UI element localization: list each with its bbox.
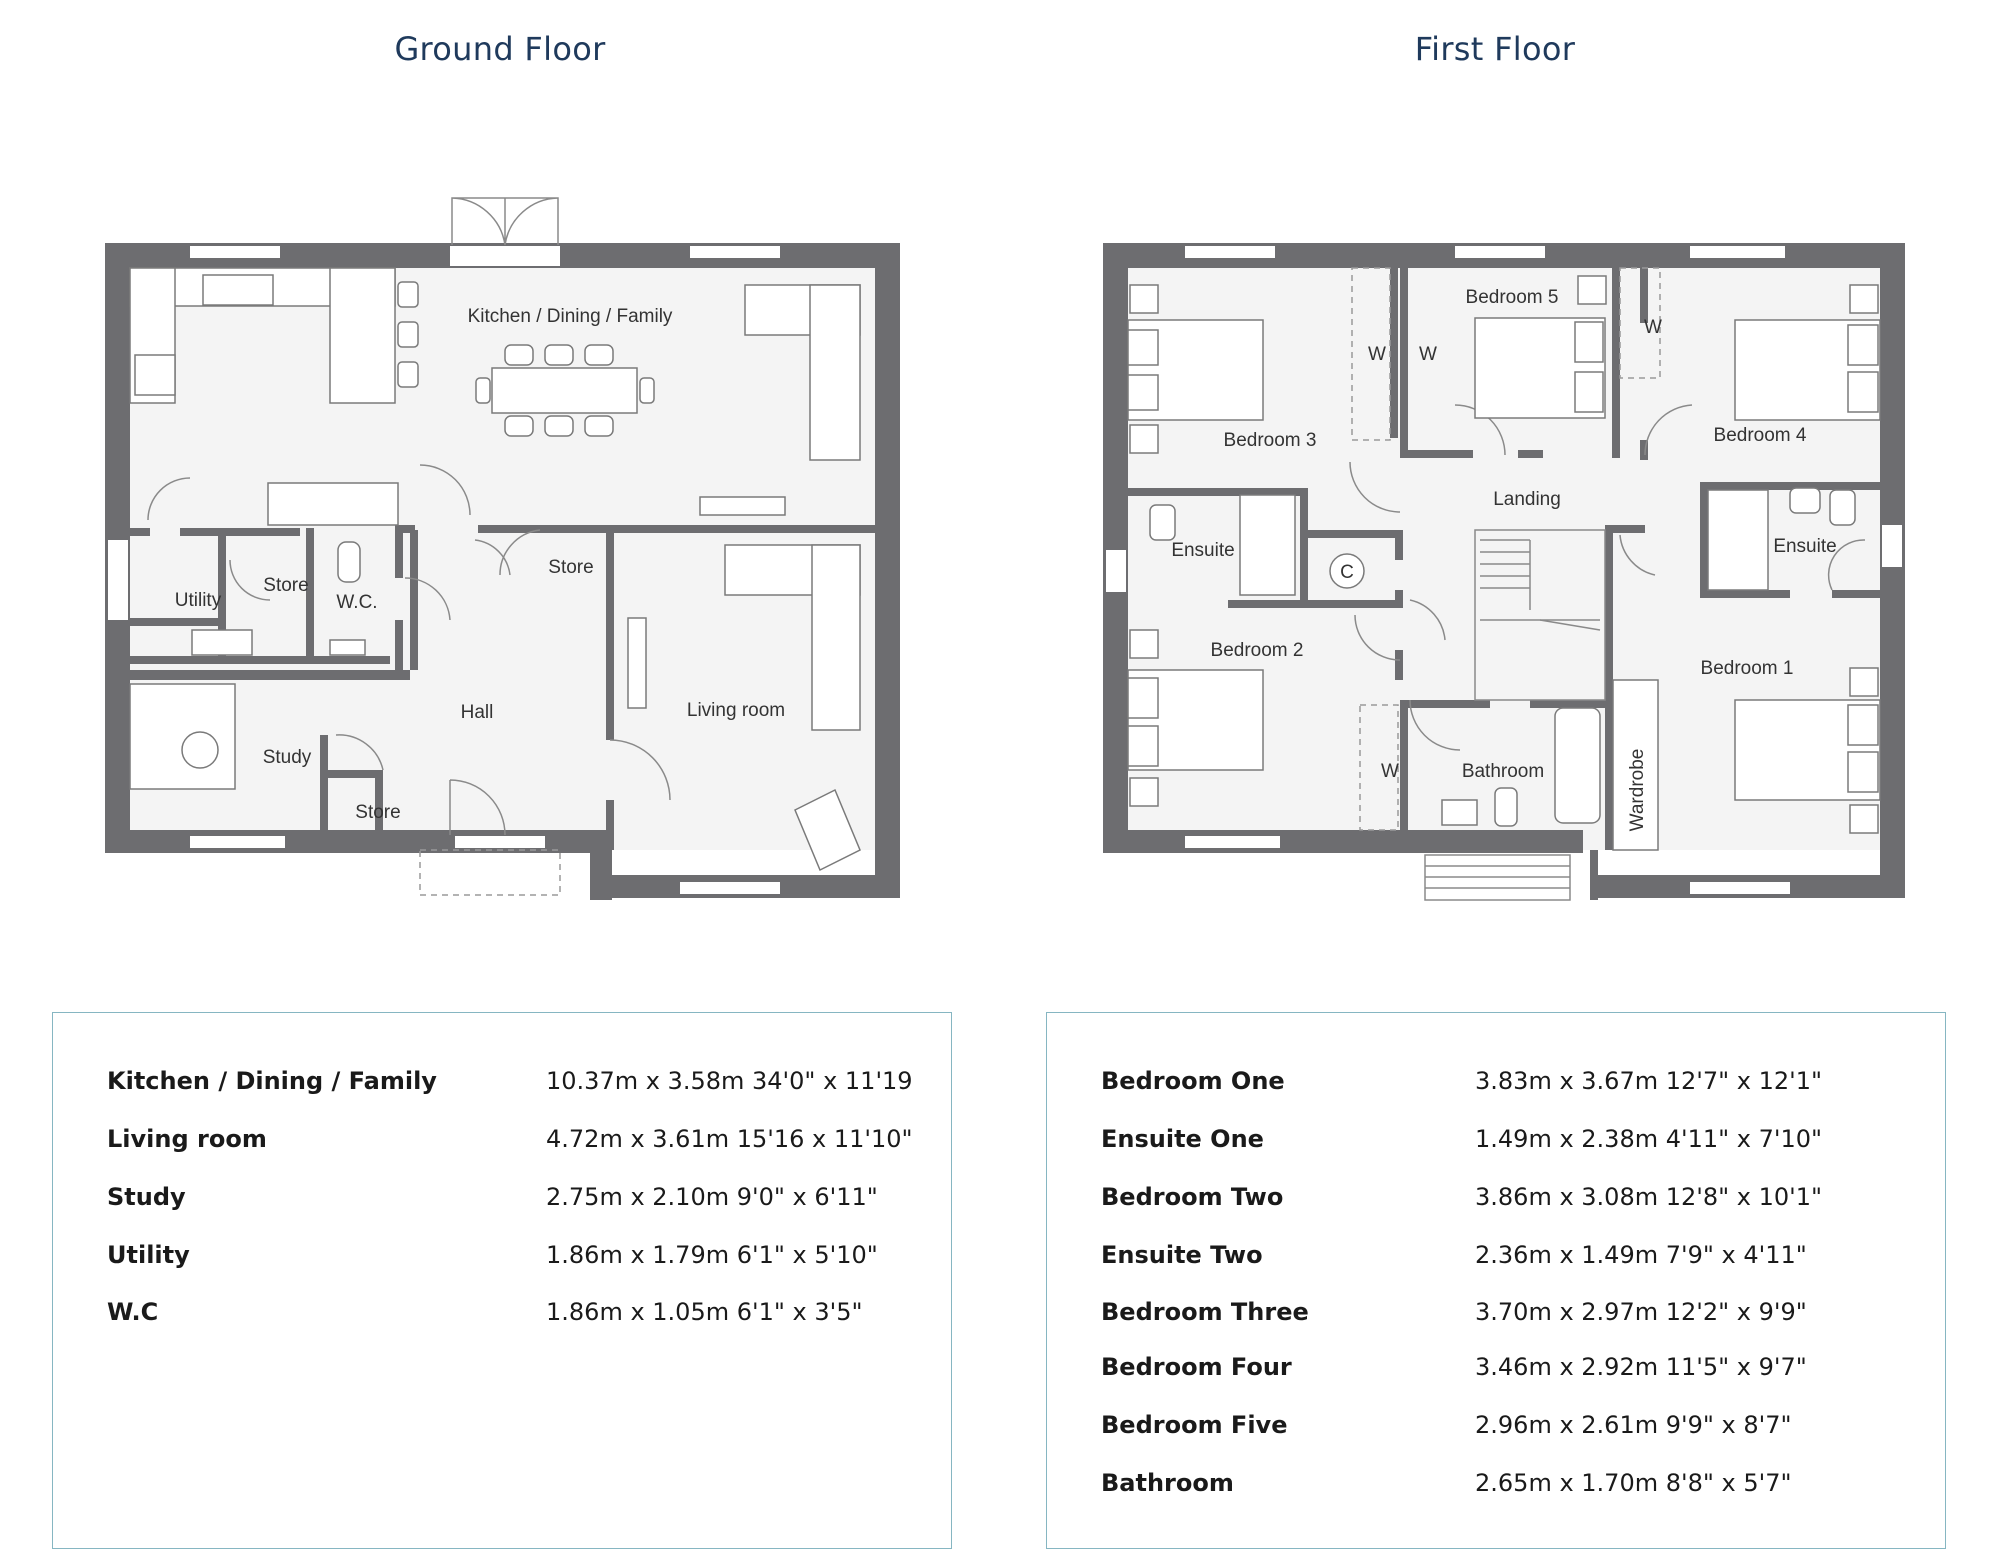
room-dims: 4.72m x 3.61m 15'16 x 11'10" (546, 1125, 913, 1153)
label-kitchen: Kitchen / Dining / Family (467, 306, 673, 327)
room-name: W.C (107, 1298, 159, 1326)
label-ensuite-left: Ensuite (1171, 540, 1235, 561)
label-bathroom: Bathroom (1461, 761, 1545, 782)
label-bedroom2: Bedroom 2 (1210, 640, 1304, 661)
room-dims: 2.96m x 2.61m 9'9" x 8'7" (1475, 1411, 1792, 1439)
label-hall: Hall (460, 702, 494, 723)
label-store-hall: Store (548, 557, 594, 578)
ground-floor-title: Ground Floor (394, 30, 606, 68)
room-dims: 2.65m x 1.70m 8'8" x 5'7" (1475, 1469, 1792, 1497)
schedule-row (53, 1125, 951, 1165)
label-w4: W (1381, 761, 1399, 782)
schedule-row (1047, 1067, 1945, 1107)
schedule-row (53, 1183, 951, 1223)
schedule-row (53, 1241, 951, 1281)
room-name: Bedroom Two (1101, 1183, 1284, 1211)
schedule-row (1047, 1241, 1945, 1281)
schedule-row (1047, 1411, 1945, 1451)
room-dims: 3.86m x 3.08m 12'8" x 10'1" (1475, 1183, 1823, 1211)
label-wc: W.C. (336, 592, 378, 613)
room-dims: 10.37m x 3.58m 34'0" x 11'19 (546, 1067, 913, 1095)
label-study: Study (262, 747, 312, 768)
room-name: Bedroom Three (1101, 1298, 1309, 1326)
first-floor-plan (1103, 243, 1905, 900)
label-bedroom5: Bedroom 5 (1465, 287, 1559, 308)
label-bedroom3: Bedroom 3 (1223, 430, 1317, 451)
schedule-row (1047, 1183, 1945, 1223)
label-bedroom1: Bedroom 1 (1700, 658, 1794, 679)
room-name: Bathroom (1101, 1469, 1234, 1497)
room-name: Ensuite One (1101, 1125, 1264, 1153)
label-store-small: Store (355, 802, 401, 823)
schedule-row (1047, 1469, 1945, 1509)
room-name: Bedroom Five (1101, 1411, 1288, 1439)
label-utility: Utility (174, 590, 222, 611)
room-name: Study (107, 1183, 186, 1211)
room-dims: 3.70m x 2.97m 12'2" x 9'9" (1475, 1298, 1807, 1326)
room-name: Utility (107, 1241, 190, 1269)
room-dims: 3.83m x 3.67m 12'7" x 12'1" (1475, 1067, 1823, 1095)
first-floor-schedule (1046, 1012, 1946, 1549)
room-dims: 2.36m x 1.49m 7'9" x 4'11" (1475, 1241, 1807, 1269)
room-name: Bedroom One (1101, 1067, 1285, 1095)
label-living: Living room (686, 700, 786, 721)
label-wardrobe: Wardrobe (1627, 748, 1648, 832)
ground-floor-plan (105, 198, 900, 900)
label-store-utility: Store (263, 575, 309, 596)
room-dims: 1.86m x 1.79m 6'1" x 5'10" (546, 1241, 878, 1269)
room-name: Kitchen / Dining / Family (107, 1067, 437, 1095)
label-landing: Landing (1493, 489, 1561, 510)
label-w2: W (1419, 344, 1437, 365)
schedule-row (1047, 1298, 1945, 1338)
room-name: Bedroom Four (1101, 1353, 1292, 1381)
room-dims: 1.49m x 2.38m 4'11" x 7'10" (1475, 1125, 1823, 1153)
label-cupboard: C (1340, 562, 1354, 583)
room-dims: 1.86m x 1.05m 6'1" x 3'5" (546, 1298, 863, 1326)
label-w3: W (1644, 317, 1662, 338)
label-ensuite-right: Ensuite (1773, 536, 1837, 557)
label-bedroom4: Bedroom 4 (1713, 425, 1807, 446)
schedule-row (53, 1298, 951, 1338)
room-name: Ensuite Two (1101, 1241, 1263, 1269)
schedule-row (53, 1067, 951, 1107)
schedule-row (1047, 1125, 1945, 1165)
schedule-row (1047, 1353, 1945, 1393)
first-floor-title: First Floor (1414, 30, 1576, 68)
room-dims: 3.46m x 2.92m 11'5" x 9'7" (1475, 1353, 1807, 1381)
label-w1: W (1368, 344, 1386, 365)
room-name: Living room (107, 1125, 267, 1153)
ground-floor-schedule (52, 1012, 952, 1549)
room-dims: 2.75m x 2.10m 9'0" x 6'11" (546, 1183, 878, 1211)
